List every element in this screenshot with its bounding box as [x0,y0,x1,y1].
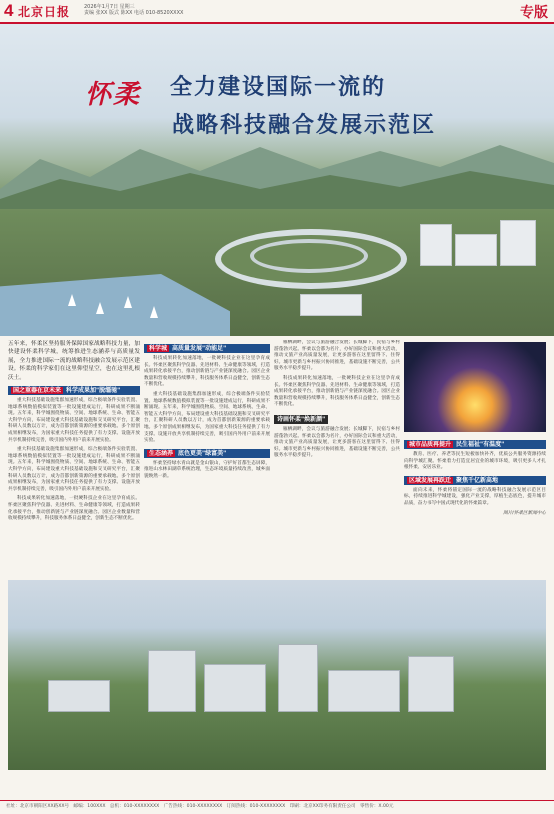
lake [0,274,230,336]
subhead-tag: 区域发展再跃迁 [409,476,452,484]
intro-paragraph: 五年来，怀柔区坚持服务保障国家战略科技力量，加快建设怀柔科学城，统筹推进生态涵养与高质量发展，全力推进国际一流的战略科技融合发展示范区建设。怀柔的科学家们在这里仰望星空，也在这里扎根沃土。 [8,341,140,381]
footer-ad: 广告热线：010-XXXXXXXX [163,804,223,809]
building [328,670,400,712]
subhead-2 [144,344,270,353]
lab-building [455,234,497,266]
headline-line-1: 全力建设国际一流的 [170,74,387,100]
date-line: 2026年1月7日 星期三 [84,4,135,10]
section-tag: 专版 [520,5,548,21]
body-paragraph: 雁栖湖畔，会议与旅游融合发展；长城脚下，民宿与乡村游蓬勃兴起。怀柔以会都为名片，办好国际会议和重大活动，推动文旅产业高质量发展，让更多游客在这里留得下、住得好。城市更新与乡村振兴协同推进，基础设施不断完善，公共服务水平稳步提升。 [274,426,400,459]
building [204,664,266,712]
subhead-tag: 科学城 [149,345,168,352]
synchrotron-inner-ring [250,239,368,273]
footer-printer: 印刷：北京XX印务有限责任公司 [289,804,356,809]
footer-rule [0,800,554,801]
edition-line: 责编 张XX 版式 陈XX 电话 010-8520XXXX [84,10,184,16]
footer-address: 社址：北京市朝阳区XX路XX号 [6,804,70,809]
photo-byline: 图片/怀柔区新闻中心 [503,510,546,516]
body-paragraph: 科技成果转化加速落地，一批硬科技企业在这里孕育成长。怀柔区聚焦科学仪器、先进材料、生命健康等领域，打造成果转化承接平台，推动创新链与产业链深度融合。园区企业数量和营收规模持续攀升，科技服务体系日益健全，创新生态不断优化。 [8,496,140,522]
district-stamp: 怀柔 [85,80,142,110]
subhead-title: 科学成果加"脱缰驰" [66,387,121,395]
body-paragraph: 教育、医疗、养老等民生短板加快补齐，优质公共服务资源持续向科学城汇聚。怀柔着力打造宜居宜业的城市环境，吸引更多人才扎根怀柔、安居乐业。 [404,452,546,471]
subhead-title: 高质量发展"动能足" [172,345,227,352]
subhead-title: 聚焦千亿新高地 [456,476,499,484]
hero-image [0,24,554,336]
footer [6,803,550,809]
body-paragraph: 重大科技基础设施集群加速形成，综合极端条件实验装置、地球系统数值模拟装置等一批设施建成运行，科研成果不断涌现。五年来，科学城围绕物质、空间、地球系统、生命、智能五大科学方向，布局建设重大科技基础设施和交叉研究平台，汇聚科研人员数以万计，成为首都创新策源的重要承载地。多个原创成果相继发布，为国家重大科技任务提供了有力支撑。设施开放共享机制持续完善，吸引国内外用户前来开展实验。 [144,391,270,444]
column-4 [404,436,546,576]
sailboat-icon [124,296,132,308]
lab-building [420,224,452,266]
science-city-photo [8,580,546,770]
footer-phone: 总机：010-XXXXXXXX [109,804,160,809]
subhead-5 [404,440,546,449]
masthead [0,0,554,22]
building [278,644,318,712]
sailboat-icon [150,306,158,318]
headline-line-2: 战略科技融合发展示范区 [172,112,437,138]
footer-postcode: 邮编：100XXX [73,804,106,809]
lab-building [500,220,536,266]
subhead-3 [144,449,270,458]
sailboat-icon [96,302,104,314]
newspaper-name: 北京日报 [18,5,71,19]
subhead-title: 底色更美"绿富美" [178,449,227,457]
building [48,680,110,712]
header-meta [84,4,183,16]
body-paragraph: 科技成果转化加速落地，一批硬科技企业在这里孕育成长。怀柔区聚焦科学仪器、先进材料、生命健康等领域，打造成果转化承接平台，推动创新链与产业链深度融合。园区企业数量和营收规模持续攀升，科技服务体系日益健全，创新生态不断优化。 [144,356,270,388]
body-paragraph: 科技成果转化加速落地，一批硬科技企业在这里孕育成长。怀柔区聚焦科学仪器、先进材料、生命健康等领域，打造成果转化承接平台，推动创新链与产业链深度融合。园区企业数量和营收规模持续攀升，科技服务体系日益健全，创新生态不断优化。 [274,375,400,408]
body-paragraph: 面向未来，怀柔将锚定国际一流的战略科技融合发展示范区目标，持续推进科学城建设，强化产业支撑，厚植生态底色，提升城市品质，奋力书写中国式现代化的怀柔篇章。 [404,487,546,506]
subhead-1 [8,386,140,395]
lab-building [300,294,362,316]
concert-photo [404,342,546,432]
footer-price: 零售价：X.00元 [360,804,394,809]
footer-subscribe: 订阅热线：010-XXXXXXXX [226,804,286,809]
subhead-tag: 国之重器在京未来 [13,387,62,395]
subhead-4: 诗画怀柔"焕新颜" [274,415,328,424]
subhead-tag: 生态涵养 [149,449,174,457]
subhead-6 [404,476,546,485]
building [408,656,454,712]
page-number: 4 [4,1,14,20]
body-paragraph: 雁栖湖畔，会议与旅游融合发展；长城脚下，民宿与乡村游蓬勃兴起。怀柔以会都为名片，办好国际会议和重大活动，推动文旅产业高质量发展，让更多游客在这里留得下、住得好。城市更新与乡村振兴协同推进，基础设施不断完善，公共服务水平稳步提升。 [274,340,400,372]
subhead-title: 民生福祉"有温度" [456,441,505,448]
body-paragraph: 重大科技基础设施集群加速形成，综合极端条件实验装置、地球系统数值模拟装置等一批设施建成运行，科研成果不断涌现。五年来，科学城围绕物质、空间、地球系统、生命、智能五大科学方向，布局建设重大科技基础设施和交叉研究平台，汇聚科研人员数以万计，成为首都创新策源的重要承载地。多个原创成果相继发布，为国家重大科技任务提供了有力支撑。设施开放共享机制持续完善，吸引国内外用户前来开展实验。 [8,398,140,443]
mountain-silhouette [0,129,554,209]
body-paragraph: 重大科技基础设施集群加速形成，综合极端条件实验装置、地球系统数值模拟装置等一批设施建成运行，科研成果不断涌现。五年来，科学城围绕物质、空间、地球系统、生命、智能五大科学方向，布局建设重大科技基础设施和交叉研究平台，汇聚科研人员数以万计，成为首都创新策源的重要承载地。多个原创成果相继发布，为国家重大科技任务提供了有力支撑。设施开放共享机制持续完善，吸引国内外用户前来开展实验。 [8,447,140,492]
subhead-tag: 城市品质再提升 [409,441,452,448]
sailboat-icon [68,294,76,306]
building [148,650,196,712]
body-paragraph: 怀柔坚持绿水青山就是金山银山，守护好首都生态屏障，推进山水林田湖草系统治理，生态环境质量持续改善，城乡面貌焕然一新。 [144,460,270,479]
